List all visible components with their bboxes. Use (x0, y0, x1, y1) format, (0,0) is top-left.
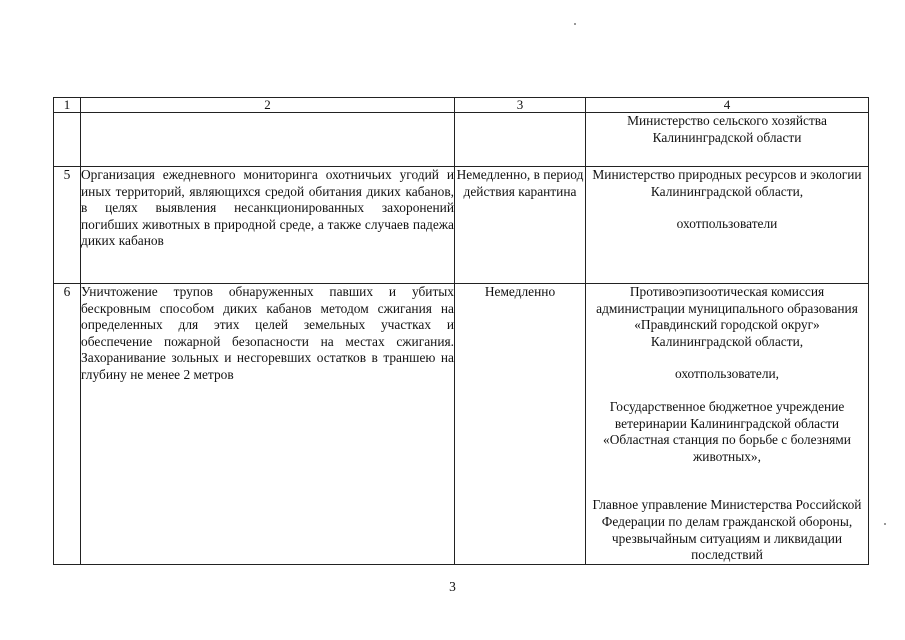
responsible-party: Министерство природных ресурсов и экологии Калининградской области, (592, 167, 862, 199)
row-number: 5 (54, 167, 81, 284)
row-number: 6 (54, 284, 81, 565)
row-number (54, 113, 81, 167)
responsible-party: Главное управление Министерства Российской Федерации по делам гражданской обороны, чрезвычайным ситуациям и ликвидации последствий (592, 497, 862, 563)
responsible-party: Министерство сельского хозяйства Калининградской области (627, 113, 827, 145)
table-row (54, 284, 869, 565)
header-col-3: 3 (455, 98, 586, 113)
row-action (81, 113, 455, 167)
responsible-party: Противоэпизоотическая комиссия администрации муниципального образования «Правдинский городской округ» Калининградской области, (596, 284, 858, 349)
row-deadline (455, 113, 586, 167)
row-deadline: Немедленно (455, 284, 586, 565)
table-row (54, 167, 869, 284)
header-col-1: 1 (54, 98, 81, 113)
table-row (54, 113, 869, 167)
row-responsible (586, 167, 869, 284)
header-col-4: 4 (586, 98, 869, 113)
responsible-party: охотпользователи, (674, 366, 780, 382)
row-responsible (586, 284, 869, 565)
scan-speck (884, 523, 886, 525)
scan-speck (574, 23, 576, 25)
measures-table (53, 97, 869, 565)
responsible-party: Государственное бюджетное учреждение ветеринарии Калининградской области «Областная станция по борьбе с болезнями животных», (603, 398, 851, 464)
row-responsible (586, 113, 869, 167)
header-col-2: 2 (81, 98, 455, 113)
row-action: Организация ежедневного мониторинга охотничьих угодий и иных территорий, являющихся средой обитания диких кабанов, в целях выявления несанкционированных захоронений погибших животных в природной среде, а также случаев падежа диких кабанов (81, 167, 455, 284)
row-action: Уничтожение трупов обнаруженных павших и убитых бескровным способом диких кабанов методом сжигания на определенных для этих целей земельных участках и обеспечение пожарной безопасности на местах сжигания. Захоранивание зольных и несгоревших остатков в траншею на глубину не менее 2 метров (81, 284, 455, 565)
page-number: 3 (449, 579, 456, 594)
responsible-party: охотпользователи (676, 216, 778, 232)
row-deadline: Немедленно, в период действия карантина (455, 167, 586, 284)
table-header-row (54, 98, 869, 113)
